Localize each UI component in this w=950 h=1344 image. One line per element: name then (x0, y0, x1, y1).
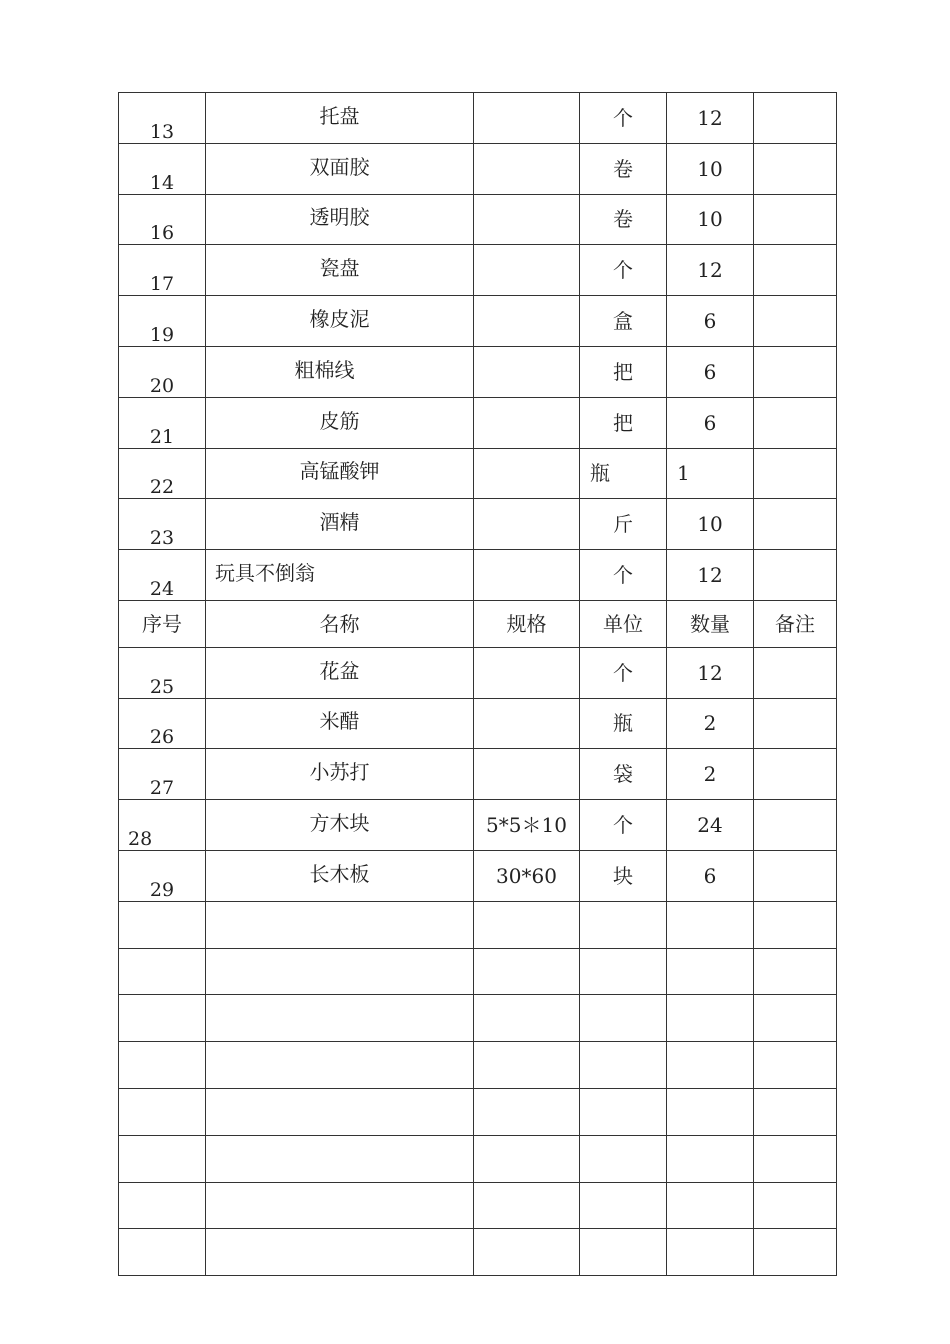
item-note (754, 194, 837, 245)
empty-cell (119, 901, 206, 948)
empty-row (119, 995, 837, 1042)
empty-cell (119, 1135, 206, 1182)
item-note (754, 93, 837, 144)
item-unit: 卷 (580, 194, 667, 245)
empty-cell (206, 1042, 474, 1089)
item-spec (474, 245, 580, 296)
item-name: 透明胶 (206, 194, 474, 245)
row-index: 16 (119, 194, 206, 245)
item-spec (474, 698, 580, 749)
item-note (754, 397, 837, 448)
item-spec (474, 749, 580, 800)
item-unit: 把 (580, 346, 667, 397)
empty-row (119, 948, 837, 995)
item-spec: 30*60 (474, 850, 580, 901)
empty-cell (754, 995, 837, 1042)
empty-cell (206, 995, 474, 1042)
table-row (119, 749, 837, 800)
header-spec: 规格 (474, 600, 580, 647)
empty-cell (119, 995, 206, 1042)
item-spec (474, 647, 580, 698)
table-row (119, 296, 837, 347)
item-spec (474, 397, 580, 448)
item-unit: 把 (580, 397, 667, 448)
table-row (119, 346, 837, 397)
item-spec (474, 93, 580, 144)
item-quantity: 6 (667, 296, 754, 347)
item-quantity: 6 (667, 850, 754, 901)
header-note: 备注 (754, 600, 837, 647)
item-name: 皮筋 (206, 397, 474, 448)
empty-cell (754, 1182, 837, 1229)
item-quantity: 10 (667, 194, 754, 245)
empty-cell (206, 1135, 474, 1182)
empty-cell (754, 1229, 837, 1276)
empty-cell (667, 1088, 754, 1135)
empty-cell (474, 1088, 580, 1135)
empty-row (119, 1229, 837, 1276)
header-quantity: 数量 (667, 600, 754, 647)
row-index: 19 (119, 296, 206, 347)
empty-cell (754, 1042, 837, 1089)
empty-cell (474, 948, 580, 995)
header-unit: 单位 (580, 600, 667, 647)
empty-cell (474, 1229, 580, 1276)
empty-cell (474, 1182, 580, 1229)
item-note (754, 698, 837, 749)
table-row (119, 647, 837, 698)
item-spec (474, 143, 580, 194)
item-unit: 瓶 (580, 448, 667, 499)
empty-cell (754, 1135, 837, 1182)
table-row (119, 93, 837, 144)
item-note (754, 749, 837, 800)
item-name: 瓷盘 (206, 245, 474, 296)
item-quantity: 2 (667, 698, 754, 749)
empty-cell (580, 1088, 667, 1135)
empty-row (119, 901, 837, 948)
item-name: 双面胶 (206, 143, 474, 194)
item-name: 玩具不倒翁 (206, 550, 474, 601)
item-unit: 个 (580, 550, 667, 601)
item-note (754, 499, 837, 550)
item-note (754, 550, 837, 601)
table-row (119, 143, 837, 194)
item-unit: 卷 (580, 143, 667, 194)
item-name: 米醋 (206, 698, 474, 749)
item-unit: 瓶 (580, 698, 667, 749)
empty-cell (474, 901, 580, 948)
item-unit: 个 (580, 800, 667, 851)
table-row (119, 397, 837, 448)
item-quantity: 1 (667, 448, 754, 499)
table-row (119, 550, 837, 601)
table-row (119, 800, 837, 851)
item-name: 小苏打 (206, 749, 474, 800)
empty-cell (119, 1042, 206, 1089)
table-row (119, 245, 837, 296)
empty-cell (474, 1135, 580, 1182)
row-index: 24 (119, 550, 206, 601)
row-index: 26 (119, 698, 206, 749)
item-spec (474, 346, 580, 397)
item-note (754, 245, 837, 296)
empty-cell (667, 948, 754, 995)
item-unit: 个 (580, 647, 667, 698)
empty-cell (580, 1042, 667, 1089)
row-index: 20 (119, 346, 206, 397)
empty-cell (206, 948, 474, 995)
empty-cell (474, 995, 580, 1042)
item-note (754, 346, 837, 397)
item-spec (474, 499, 580, 550)
empty-cell (119, 1088, 206, 1135)
empty-cell (580, 1135, 667, 1182)
empty-cell (119, 1182, 206, 1229)
table-row (119, 499, 837, 550)
empty-cell (580, 901, 667, 948)
item-quantity: 12 (667, 550, 754, 601)
empty-cell (667, 1135, 754, 1182)
empty-cell (474, 1042, 580, 1089)
empty-cell (754, 1088, 837, 1135)
item-name: 橡皮泥 (206, 296, 474, 347)
item-spec (474, 194, 580, 245)
empty-cell (580, 948, 667, 995)
item-note (754, 800, 837, 851)
row-index: 14 (119, 143, 206, 194)
row-index: 29 (119, 850, 206, 901)
item-unit: 个 (580, 245, 667, 296)
item-quantity: 10 (667, 143, 754, 194)
item-name: 托盘 (206, 93, 474, 144)
empty-cell (667, 1182, 754, 1229)
row-index: 28 (119, 800, 206, 851)
item-quantity: 6 (667, 397, 754, 448)
item-quantity: 10 (667, 499, 754, 550)
header-name: 名称 (206, 600, 474, 647)
empty-row (119, 1182, 837, 1229)
row-index: 27 (119, 749, 206, 800)
empty-cell (667, 995, 754, 1042)
item-note (754, 143, 837, 194)
empty-cell (580, 1182, 667, 1229)
empty-cell (206, 1182, 474, 1229)
row-index: 13 (119, 93, 206, 144)
item-name: 长木板 (206, 850, 474, 901)
table-header-row (119, 600, 837, 647)
item-quantity: 12 (667, 93, 754, 144)
row-index: 25 (119, 647, 206, 698)
item-note (754, 647, 837, 698)
empty-cell (580, 995, 667, 1042)
inventory-table (118, 92, 837, 1276)
row-index: 21 (119, 397, 206, 448)
item-note (754, 296, 837, 347)
item-name: 粗棉线 (206, 346, 474, 397)
item-unit: 盒 (580, 296, 667, 347)
item-quantity: 2 (667, 749, 754, 800)
empty-cell (206, 901, 474, 948)
row-index: 23 (119, 499, 206, 550)
header-index: 序号 (119, 600, 206, 647)
empty-row (119, 1088, 837, 1135)
empty-cell (667, 1229, 754, 1276)
item-name: 酒精 (206, 499, 474, 550)
empty-cell (119, 948, 206, 995)
empty-cell (667, 1042, 754, 1089)
item-unit: 个 (580, 93, 667, 144)
table-row (119, 698, 837, 749)
empty-row (119, 1135, 837, 1182)
item-unit: 块 (580, 850, 667, 901)
item-name: 花盆 (206, 647, 474, 698)
item-name: 方木块 (206, 800, 474, 851)
table-row (119, 194, 837, 245)
table-row (119, 448, 837, 499)
row-index: 22 (119, 448, 206, 499)
empty-cell (119, 1229, 206, 1276)
item-spec (474, 550, 580, 601)
item-spec (474, 448, 580, 499)
item-note (754, 448, 837, 499)
empty-cell (206, 1229, 474, 1276)
item-quantity: 12 (667, 647, 754, 698)
empty-cell (754, 948, 837, 995)
item-spec: 5*5＊10 (474, 800, 580, 851)
item-quantity: 6 (667, 346, 754, 397)
empty-cell (667, 901, 754, 948)
item-quantity: 12 (667, 245, 754, 296)
item-spec (474, 296, 580, 347)
item-unit: 袋 (580, 749, 667, 800)
item-unit: 斤 (580, 499, 667, 550)
item-name: 高锰酸钾 (206, 448, 474, 499)
row-index: 17 (119, 245, 206, 296)
empty-cell (580, 1229, 667, 1276)
empty-cell (754, 901, 837, 948)
table-row (119, 850, 837, 901)
empty-cell (206, 1088, 474, 1135)
item-note (754, 850, 837, 901)
empty-row (119, 1042, 837, 1089)
item-quantity: 24 (667, 800, 754, 851)
